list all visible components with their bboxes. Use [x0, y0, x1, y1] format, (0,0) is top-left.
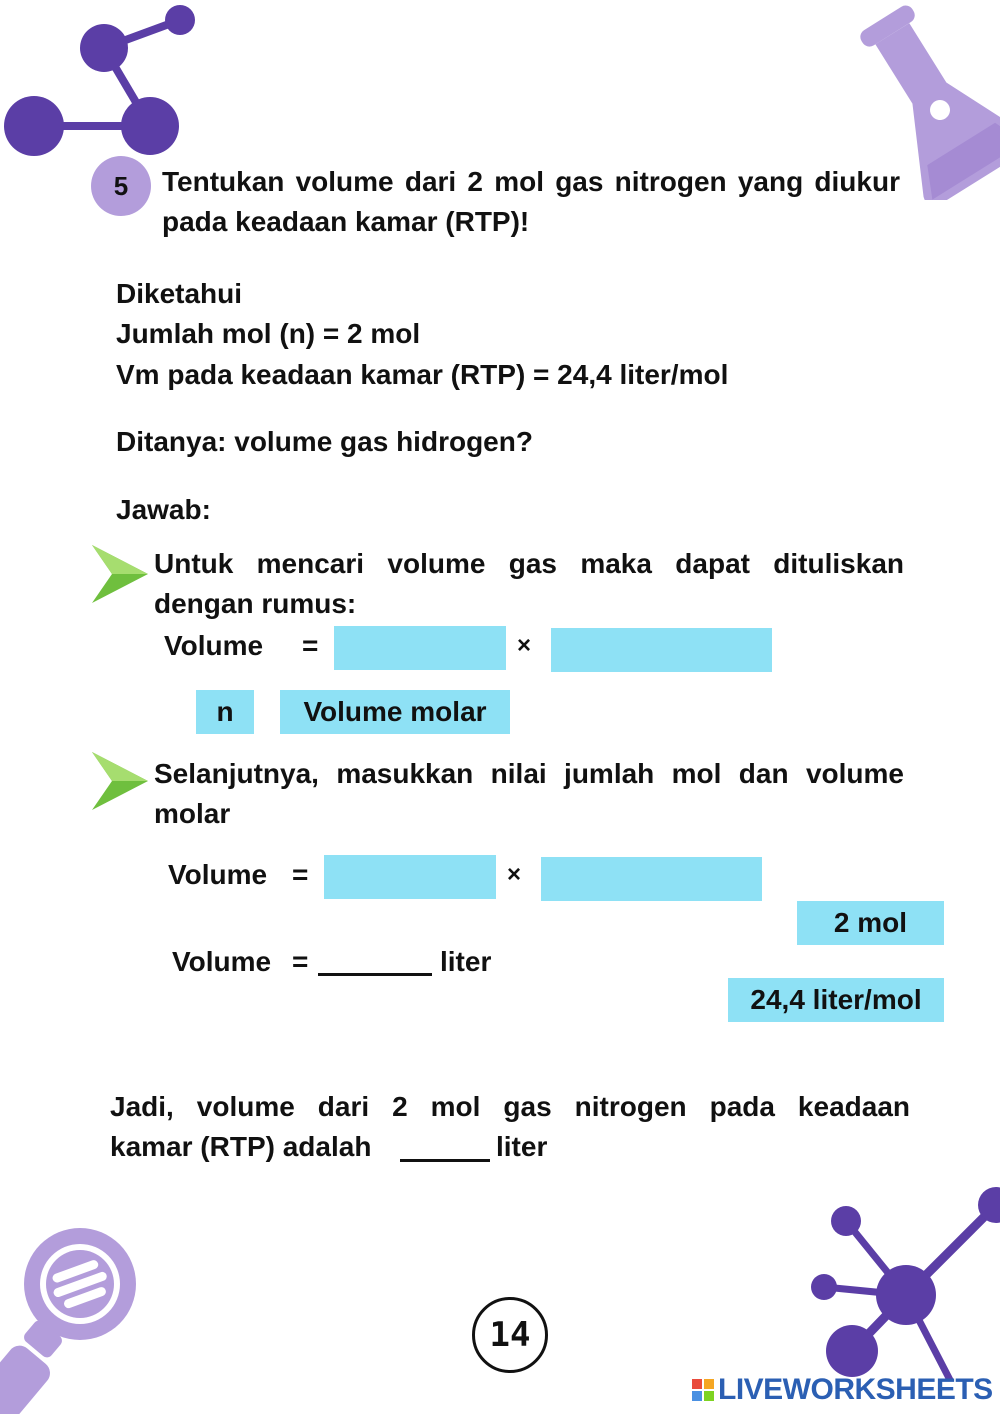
- liveworksheets-watermark[interactable]: [692, 1373, 993, 1407]
- step2-result-unit: liter: [440, 946, 492, 977]
- step2-times: ×: [507, 861, 522, 888]
- option-chip-label: 24,4 liter/mol: [750, 984, 922, 1015]
- arrow-bullet-icon: [90, 543, 150, 605]
- molecule-icon: [800, 1165, 1000, 1380]
- step2-drop-slot-1[interactable]: [324, 855, 496, 899]
- step2-result-equals: =: [292, 946, 309, 977]
- step1-equals: =: [302, 630, 319, 661]
- option-chip-volume-molar[interactable]: [280, 690, 510, 734]
- liveworksheets-logo-icon: [692, 1379, 714, 1401]
- magnifier-icon: [0, 1218, 145, 1414]
- conclusion-unit: liter: [496, 1131, 548, 1162]
- given-heading: Diketahui: [116, 278, 243, 309]
- step1-volume-label: Volume: [164, 630, 264, 661]
- molecule-icon: [0, 0, 210, 165]
- page-number-badge: [472, 1297, 548, 1373]
- question-text: Tentukan volume dari 2 mol gas nitrogen yang diukur pada keadaan kamar (RTP)!: [162, 166, 900, 237]
- option-chip-24-4-liter-mol[interactable]: [728, 978, 944, 1022]
- option-chip-label: n: [216, 696, 234, 727]
- conclusion-line-1: Jadi, volume dari 2 mol gas nitrogen pada keadaan: [110, 1091, 910, 1122]
- step1-drop-slot-1[interactable]: [334, 626, 506, 670]
- watermark-text: LIVEWORKSHEETS: [718, 1373, 993, 1406]
- option-chip-2-mol[interactable]: [797, 901, 944, 945]
- step2-result-label: Volume: [172, 946, 272, 977]
- step1-drop-slot-2[interactable]: [551, 628, 772, 672]
- step1-text: Untuk mencari volume gas maka dapat dituliskan dengan rumus:: [154, 548, 904, 619]
- conclusion-blank[interactable]: [400, 1159, 490, 1162]
- option-chip-label: 2 mol: [833, 907, 908, 938]
- step2-text: Selanjutnya, masukkan nilai jumlah mol dan volume molar: [154, 758, 904, 829]
- given-line-1: Jumlah mol (n) = 2 mol: [116, 318, 421, 349]
- step2-volume-label: Volume: [168, 859, 268, 890]
- option-chip-n[interactable]: [196, 690, 254, 734]
- asked-text: Ditanya: volume gas hidrogen?: [116, 426, 533, 457]
- step2-drop-slot-2[interactable]: [541, 857, 762, 901]
- step2-equals: =: [292, 859, 309, 890]
- question-number-badge: [91, 156, 151, 216]
- question-number: 5: [113, 170, 129, 201]
- step2-result-blank[interactable]: [318, 973, 432, 976]
- option-chip-label: Volume molar: [303, 696, 487, 727]
- given-line-2: Vm pada keadaan kamar (RTP) = 24,4 liter/mol: [116, 359, 729, 390]
- arrow-bullet-icon: [90, 750, 150, 812]
- conclusion-line-2: kamar (RTP) adalah: [110, 1131, 372, 1162]
- step1-times: ×: [517, 632, 532, 659]
- page-number: 14: [489, 1315, 531, 1355]
- answer-heading: Jawab:: [116, 494, 211, 525]
